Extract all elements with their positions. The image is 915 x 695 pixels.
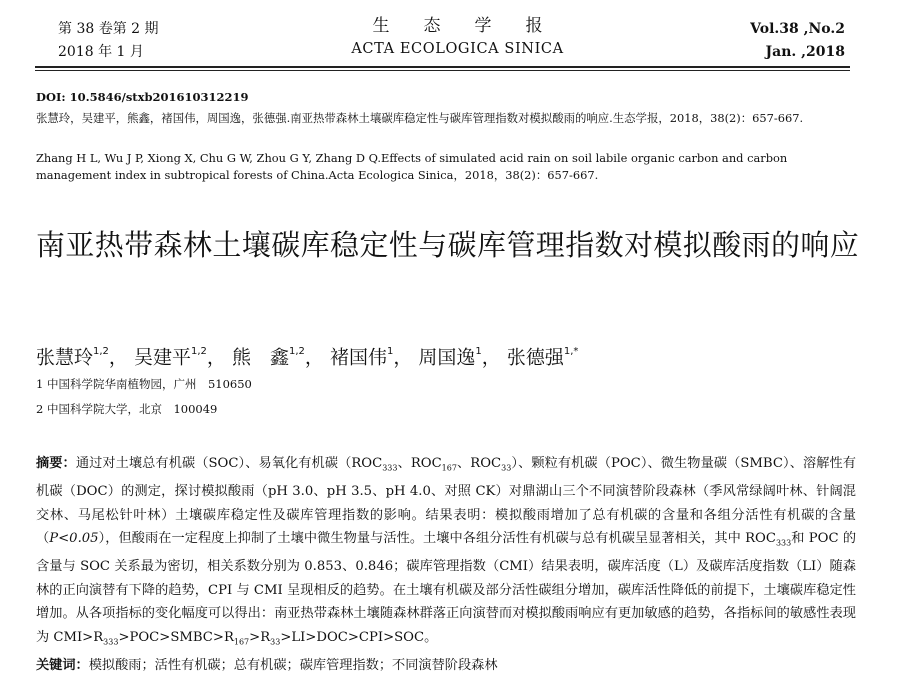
citation-en: Zhang H L, Wu J P, Xiong X, Chu G W, Zhou G Y, Zhang D Q.Effects of simulated acid rain on soil labile organic carbon and carbon management index in subtropical forests of China.Acta Ecologica Sinica，2018，38(2)：657-667. <box>36 151 788 182</box>
author-list: 张慧玲$^{1,2}$， 吴建平$^{1,2}$， 熊 鑫$^{1,2}$， 褚国伟$^1$， 周国逸$^1$， 张德强$^{1,*}$ <box>36 346 579 369</box>
abstract: 摘要：通过对土壤总有机碳（SOC）、易氧化有机碳（$ROC_{333}$、$ROC_{167}$、$ROC_{33}$）、颗粒有机碳（POC）、微生物量碳（SMBC）、溶解性有机碳（DOC）的测定，探讨模拟酸雨（pH 3.0、pH 3.5、pH 4.0、对照 CK）对鼎湖山三个不同演替阶段森林（季风常绿阔叶林、针阔混交林、马尾松针叶林）土壤碳库稳定性及碳库管理指数的影响。结果表明：模拟酸雨增加了总有机碳的含量和各组分活性有机碳的含量（P<0.05），但酸雨在一定程度上抑制了土壤中微生物量与活性。土壤中各组分活性有机碳与总有机碳呈显著相关，其中 $ROC_{333}$和 POC 的含量与 SOC 关系最为密切，相关系数分别为 0.853、0.846；碳库管理指数（CMI）结果表明，碳库活度（L）及碳库活度指数（LI）随森林的正向演替有下降的趋势，CPI 与 CMI 呈现相反的趋势。在土壤有机碳及部分活性碳组分增加，碳库活性降低的前提下，土壤碳库稳定性增加。从各项指标的变化幅度可以得出：南亚热带森林土壤随森林群落正向演替而对模拟酸雨响应有更加敏感的趋势，各指标间的敏感性表现为 $CMI>R_{333}>POC>SMBC>R_{167}>R_{33}>LI>DOC>CPI>SOC$。 <box>36 456 857 647</box>
affiliation-1: 1 中国科学院华南植物园，广州 510650 <box>36 377 252 391</box>
p-value: P<0.05 <box>49 531 99 547</box>
keywords-list: 模拟酸雨；活性有机碳；总有机碳；碳库管理指数；不同演替阶段森林 <box>88 658 498 673</box>
author-affiliation-mark: 1,2 <box>191 346 207 357</box>
keywords-label: 关键词： <box>36 658 89 673</box>
date-en: Jan. ,2018 <box>765 44 845 60</box>
author-affiliation-mark: 1 <box>386 346 394 357</box>
author-affiliation-mark: 1,2 <box>93 346 109 357</box>
doi[interactable]: DOI: 10.5846/stxb201610312219 <box>36 90 249 104</box>
author-name: 褚国伟 <box>329 346 387 369</box>
header-rule-thin <box>35 70 850 71</box>
volume-issue-cn: 第 38 卷第 2 期 <box>58 21 159 37</box>
author-affiliation-mark: 1,2 <box>288 346 305 357</box>
date-cn: 2018 年 1 月 <box>58 44 144 60</box>
citation-cn: 张慧玲，吴建平，熊鑫，褚国伟，周国逸，张德强.南亚热带森林土壤碳库稳定性与碳库管理指数对模拟酸雨的响应.生态学报，2018，38(2)：657-667. <box>36 111 804 125</box>
journal-name-cn: 生态学报 <box>372 16 577 36</box>
affiliation-2: 2 中国科学院大学，北京 100049 <box>36 402 218 416</box>
author-affiliation-mark: 1,* <box>563 346 579 357</box>
paper-title: 南亚热带森林土壤碳库稳定性与碳库管理指数对模拟酸雨的响应 <box>36 228 860 262</box>
journal-name-en: ACTA ECOLOGICA SINICA <box>351 41 564 57</box>
abstract-label: 摘要： <box>36 456 76 471</box>
author-name: 张德强 <box>506 346 564 369</box>
author-name: 张慧玲 <box>36 346 94 369</box>
author-affiliation-mark: 1 <box>475 346 482 357</box>
header-right <box>750 18 845 64</box>
header-rule-thick <box>35 66 850 68</box>
author-name: 周国逸 <box>418 346 476 369</box>
author-name: 熊 鑫 <box>231 346 289 369</box>
author-name: 吴建平 <box>133 346 191 369</box>
volume-issue-en: Vol.38 ,No.2 <box>750 21 845 37</box>
keywords <box>36 655 498 677</box>
